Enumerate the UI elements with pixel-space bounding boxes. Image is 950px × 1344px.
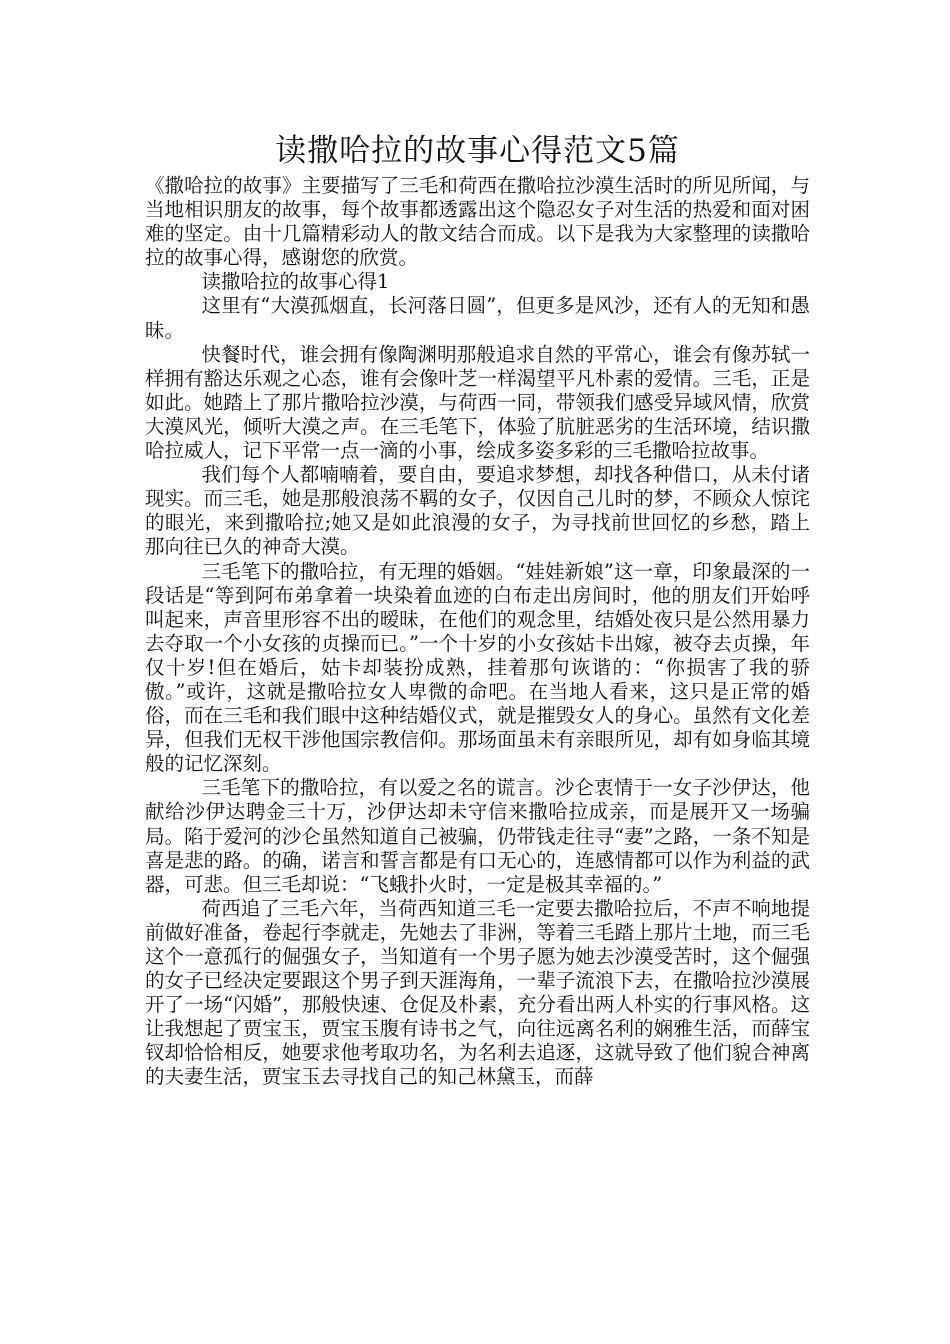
body-paragraph: 荷西追了三毛六年，当荷西知道三毛一定要去撒哈拉后，不声不响地提前做好准备，卷起行李就走，先她去了非洲，等着三毛踏上那片土地，而三毛这个一意孤行的倔强女子，当知道有一个男子愿为她去沙漠受苦时，这个倔强的女子已经决定要跟这个男子到天涯海角，一辈子流浪下去，在撒哈拉沙漠展开了一场“闪婚”，那般快速、仓促及朴素，充分看出两人朴实的行事风格。这让我想起了贾宝玉，贾宝玉腹有诗书之气，向往远离名利的娴雅生活，而薛宝钗却恰恰相反，她要求他考取功名，为名利去追逐，这就导致了他们貌合神离的夫妻生活，贾宝玉去寻找自己的知己林黛玉，而薛	[145, 896, 810, 1089]
document-page	[145, 128, 810, 1278]
body-paragraph: 三毛笔下的撒哈拉，有无理的婚姻。“娃娃新娘”这一章，印象最深的一段话是“等到阿布弟拿着一块染着血迹的白布走出房间时，他的朋友们开始呼叫起来，声音里形容不出的暧昧，在他们的观念里，结婚处夜只是公然用暴力去夺取一个小女孩的贞操而已。”一个十岁的小女孩姑卡出嫁，被夺去贞操，年仅十岁!但在婚后，姑卡却装扮成熟，挂着那句诙谐的：“你损害了我的骄傲。”或许，这就是撒哈拉女人卑微的命吧。在当地人看来，这只是正常的婚俗，而在三毛和我们眼中这种结婚仪式，就是摧毁女人的身心。虽然有文化差异，但我们无权干涉他国宗教信仰。那场面虽未有亲眼所见，却有如身临其境般的记忆深刻。	[145, 559, 810, 776]
intro-paragraph: 《撒哈拉的故事》主要描写了三毛和荷西在撒哈拉沙漠生活时的所见所闻，与当地相识朋友的故事，每个故事都透露出这个隐忍女子对生活的热爱和面对困难的坚定。由十几篇精彩动人的散文结合而成。以下是我为大家整理的读撒哈拉的故事心得，感谢您的欣赏。	[145, 174, 810, 270]
document-title: 读撒哈拉的故事心得范文5篇	[275, 133, 680, 169]
body-paragraph: 这里有“大漠孤烟直，长河落日圆”，但更多是风沙，还有人的无知和愚昧。	[145, 294, 810, 342]
body-paragraph: 三毛笔下的撒哈拉，有以爱之名的谎言。沙仑衷情于一女子沙伊达，他献给沙伊达聘金三十万，沙伊达却未守信来撒哈拉成亲，而是展开又一场骗局。陷于爱河的沙仑虽然知道自己被骗，仍带钱走往寻“妻”之路，一条不知是喜是悲的路。的确，诺言和誓言都是有口无心的，连感情都可以作为利益的武器，可悲。但三毛却说：“飞蛾扑火时，一定是极其幸福的。”	[145, 776, 810, 896]
document-body	[145, 174, 810, 1090]
section-heading: 读撒哈拉的故事心得1	[201, 270, 390, 294]
body-paragraph: 快餐时代，谁会拥有像陶渊明那般追求自然的平常心，谁会有像苏轼一样拥有豁达乐观之心态，谁有会像叶芝一样渴望平凡朴素的爱情。三毛，正是如此。她踏上了那片撒哈拉沙漠，与荷西一同，带领我们感受异域风情，欣赏大漠风光，倾听大漠之声。在三毛笔下，体验了肮脏恶劣的生活环境，结识撒哈拉威人，记下平常一点一滴的小事，绘成多姿多彩的三毛撒哈拉故事。	[145, 342, 810, 463]
body-paragraph: 我们每个人都喃喃着，要自由，要追求梦想，却找各种借口，从未付诸现实。而三毛，她是那般浪荡不羁的女子，仅因自己儿时的梦，不顾众人惊诧的眼光，来到撒哈拉;她又是如此浪漫的女子，为寻找前世回忆的乡愁，踏上那向往已久的神奇大漠。	[145, 463, 810, 559]
